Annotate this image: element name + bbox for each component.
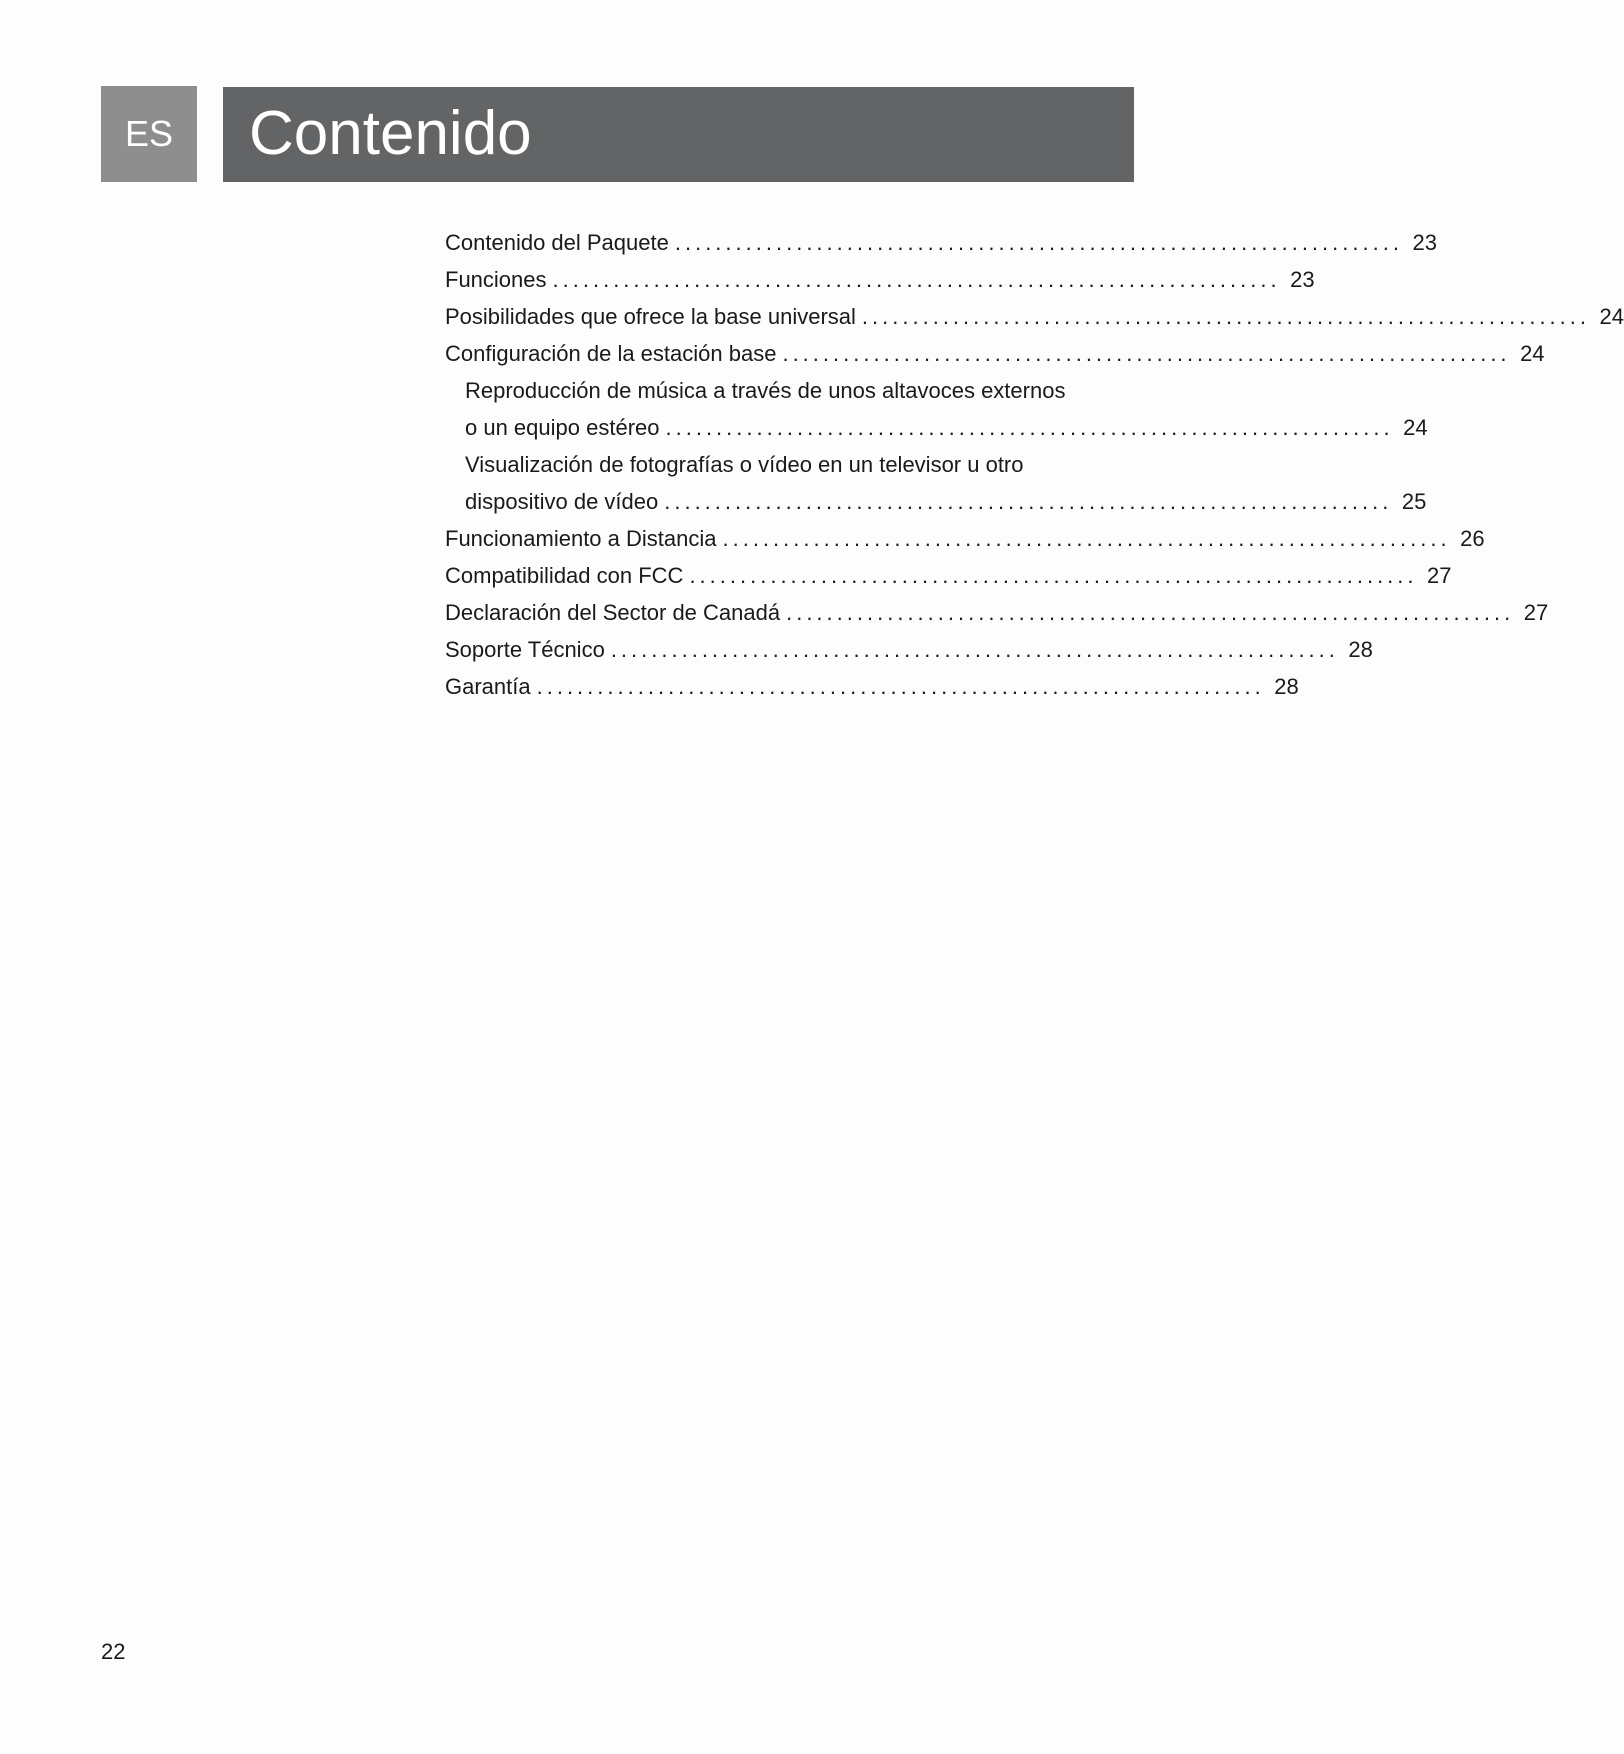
toc-entry[interactable] — [445, 298, 1624, 335]
dot-leader: ........................................................................ — [689, 563, 1418, 588]
toc-entry-page: 27 — [1523, 600, 1549, 625]
toc-entry[interactable] — [445, 335, 1545, 372]
toc-entry[interactable] — [445, 557, 1452, 594]
title-bar — [223, 87, 1134, 182]
toc-entry-title-line2: dispositivo de vídeo — [465, 489, 659, 514]
toc-entry-page: 24 — [1520, 341, 1545, 366]
dot-leader: ........................................................................ — [861, 304, 1591, 329]
dot-leader: ........................................................................ — [665, 415, 1394, 440]
toc-entry-title: Garantía — [445, 674, 531, 699]
dot-leader: ........................................................................ — [786, 600, 1515, 625]
toc-entry-title-line1: Visualización de fotografías o vídeo en un televisor u otro — [465, 452, 1024, 477]
toc-entry-title-line1: Reproducción de música a través de unos altavoces externos — [465, 378, 1066, 403]
toc-entry-title: Soporte Técnico — [445, 637, 605, 662]
toc-entry-title: Compatibilidad con FCC — [445, 563, 684, 588]
dot-leader: ........................................................................ — [552, 267, 1281, 292]
toc-entry-page: 25 — [1401, 489, 1427, 514]
toc-entry-page: 24 — [1599, 304, 1624, 329]
toc-entry-title-line2: o un equipo estéreo — [465, 415, 660, 440]
dot-leader: ........................................................................ — [722, 526, 1451, 551]
page-number: 22 — [101, 1639, 126, 1664]
page-title: Contenido — [249, 99, 532, 168]
toc-entry-title: Funciones — [445, 267, 547, 292]
table-of-contents — [445, 224, 1624, 705]
toc-entry[interactable] — [445, 224, 1437, 261]
dot-leader: ........................................................................ — [536, 674, 1265, 699]
toc-entry-title: Declaración del Sector de Canadá — [445, 600, 781, 625]
toc-entry-title: Contenido del Paquete — [445, 230, 669, 255]
toc-entry-page: 27 — [1427, 563, 1452, 588]
toc-entry-title: Posibilidades que ofrece la base universal — [445, 304, 856, 329]
language-tab: ES — [101, 86, 197, 182]
toc-entry-page: 24 — [1403, 415, 1428, 440]
toc-entry-page: 28 — [1274, 674, 1299, 699]
dot-leader: ........................................................................ — [664, 489, 1393, 514]
toc-entry[interactable] — [445, 520, 1485, 557]
toc-entry-page: 23 — [1290, 267, 1315, 292]
toc-entry[interactable] — [445, 594, 1549, 631]
toc-subentry[interactable] — [445, 446, 1427, 520]
dot-leader: ........................................................................ — [674, 230, 1403, 255]
dot-leader: ........................................................................ — [782, 341, 1511, 366]
toc-entry-title: Funcionamiento a Distancia — [445, 526, 717, 551]
toc-entry-page: 26 — [1460, 526, 1485, 551]
toc-entry-page: 28 — [1348, 637, 1373, 662]
dot-leader: ........................................................................ — [610, 637, 1339, 662]
toc-subentry[interactable] — [445, 372, 1428, 446]
toc-entry-page: 23 — [1412, 230, 1437, 255]
toc-entry[interactable] — [445, 668, 1299, 705]
toc-entry[interactable] — [445, 631, 1373, 668]
toc-entry-title: Configuración de la estación base — [445, 341, 777, 366]
toc-entry[interactable] — [445, 261, 1315, 298]
